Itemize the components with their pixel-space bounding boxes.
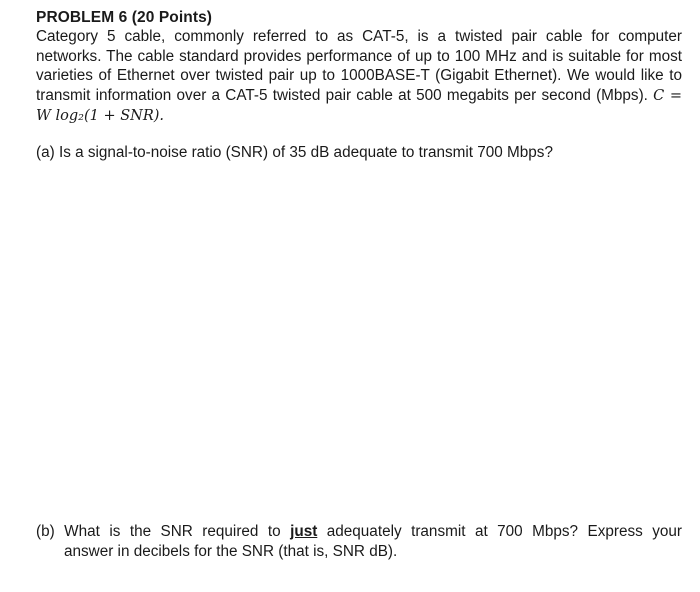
part-b-emphasis: just — [290, 523, 318, 540]
part-b-text-before: (b) What is the SNR required to — [36, 523, 291, 540]
question-part-b — [36, 522, 682, 561]
problem-intro — [36, 27, 682, 127]
question-part-a: (a) Is a signal-to-noise ratio (SNR) of 35 dB adequate to transmit 700 Mbps? — [36, 144, 553, 161]
part-b-line-2: answer in decibels for the SNR (that is, SNR dB). — [64, 542, 398, 560]
part-b-text-after: adequately transmit at 700 Mbps? Express your — [317, 523, 682, 540]
problem-heading: PROBLEM 6 (20 Points) — [36, 9, 213, 26]
intro-text: Category 5 cable, commonly referred to as CAT-5, is a twisted pair cable for computer networks. The cable standard provides performance of up to 100 MHz and is suitable for most varieties of Ethernet over twisted pair up to 1000BASE-T (Gigabit Ethernet). We would like to transmit information over a CAT-5 twisted pair cable at 500 megabits per second (Mbps). — [36, 28, 682, 104]
part-b-line-1 — [36, 522, 682, 542]
capacity-formula: C = W log₂(1 + SNR). — [36, 87, 682, 124]
